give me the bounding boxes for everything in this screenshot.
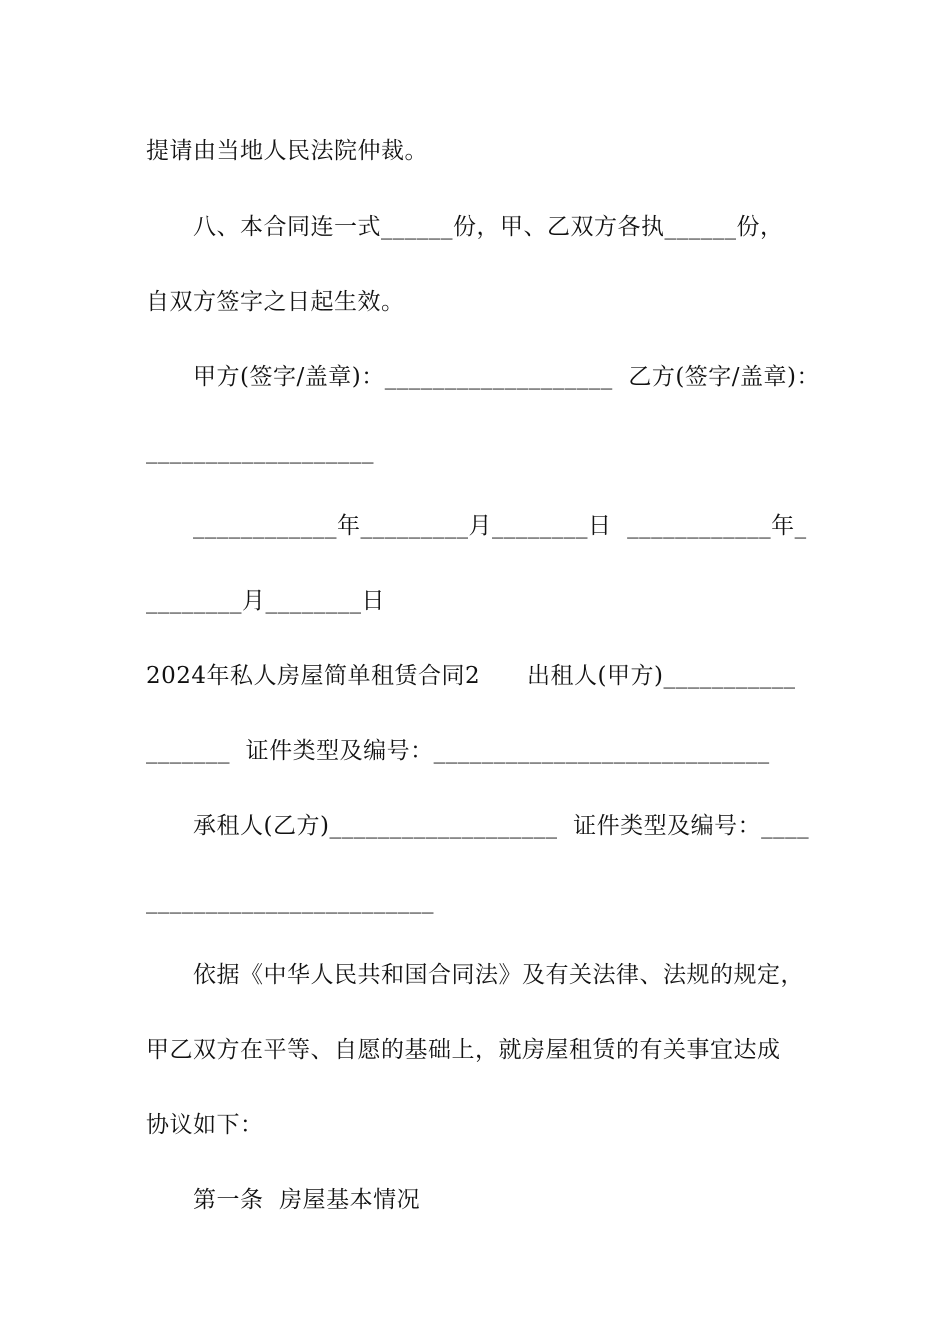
text-line-lessee-id-blank: ________________________	[146, 888, 434, 914]
text-line-contract-title-lessor: 2024年私人房屋简单租赁合同2 出租人(甲方)___________	[146, 663, 796, 689]
text-line-lessor-id: _______ 证件类型及编号：____________________________	[146, 738, 770, 764]
text-line-arbitration-clause: 提请由当地人民法院仲裁。	[146, 138, 428, 164]
text-line-signature-fields: 甲方(签字/盖章)：___________________ 乙方(签字/盖章)：	[193, 364, 821, 390]
text-line-legal-basis: 依据《中华人民共和国合同法》及有关法律、法规的规定，	[193, 962, 804, 988]
text-line-agreement-basis: 甲乙双方在平等、自愿的基础上，就房屋租赁的有关事宜达成	[146, 1037, 781, 1063]
text-line-lessee: 承租人(乙方)___________________ 证件类型及编号：____	[193, 813, 810, 839]
text-line-copies-clause: 八、本合同连一式______份，甲、乙双方各执______份，	[193, 214, 784, 240]
text-line-effective-date: 自双方签字之日起生效。	[146, 289, 405, 315]
section-heading-article-one: 第一条 房屋基本情况	[193, 1187, 421, 1213]
text-line-signature-blank: ___________________	[146, 438, 374, 464]
text-line-date-fields: ____________年_________月________日 ____________年_	[193, 513, 807, 539]
text-line-date-continued: ________月________日	[146, 588, 385, 614]
text-line-agreement-intro: 协议如下：	[146, 1112, 264, 1138]
